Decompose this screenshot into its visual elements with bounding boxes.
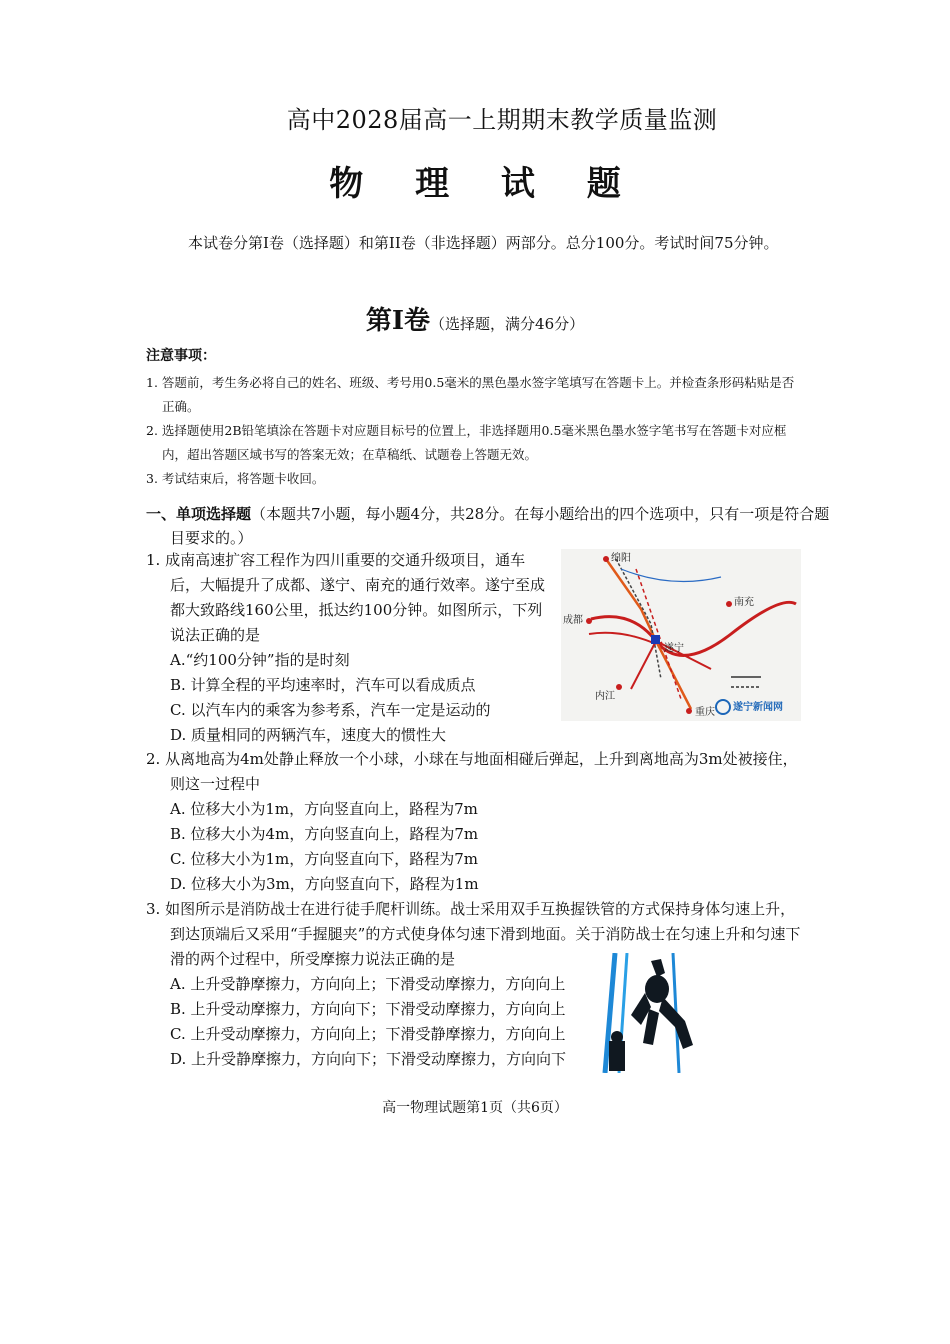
note-item: 1. 答题前，考生务必将自己的姓名、班级、考号用0.5毫米的黑色墨水签字笔填写在答题卡上。并检查条形码粘贴是否正确。 — [146, 375, 795, 414]
volume-title-sub: （选择题，满分46分） — [430, 315, 585, 333]
option-a: A.“约100分钟”指的是时刻 — [170, 651, 350, 669]
option-a: A. 位移大小为1m，方向竖直向上，路程为7m — [170, 800, 478, 818]
option-b: B. 位移大小为4m，方向竖直向上，路程为7m — [170, 825, 479, 843]
map-city-label: 重庆 — [695, 707, 715, 718]
section-title: 一、单项选择题 — [146, 505, 252, 523]
option-c: C. 位移大小为1m，方向竖直向下，路程为7m — [170, 850, 479, 868]
volume-title-main: 第Ⅰ卷 — [365, 306, 431, 336]
question-stem: 2. 从离地高为4m处静止释放一个小球，小球在与地面相碰后弹起，上升到离地高为3m处被接住，则这一过程中 — [146, 750, 798, 793]
map-city-label: 成都 — [563, 615, 583, 626]
exam-header: 高中2028届高一上期期末教学质量监测 — [286, 106, 718, 134]
option-d: D. 位移大小为3m，方向竖直向下，路程为1m — [170, 875, 479, 893]
question-2 — [146, 747, 806, 897]
map-city-label: 南充 — [734, 597, 754, 608]
map-city-label: 绵阳 — [611, 553, 631, 564]
notes-heading: 注意事项： — [146, 348, 216, 364]
map-city-label: 内江 — [595, 691, 615, 702]
map-city-label: 遂宁 — [664, 643, 684, 654]
map-watermark: 遂宁新闻网 — [733, 702, 783, 713]
subject-title: 物 理 试 题 — [329, 164, 641, 204]
intro-paragraph: 本试卷分第Ⅰ卷（选择题）和第II卷（非选择题）两部分。总分100分。考试时间75分钟。 — [188, 234, 779, 252]
volume-title — [0, 300, 950, 337]
notes-list — [146, 371, 806, 491]
option-a: A. 上升受静摩擦力，方向向上；下滑受动摩擦力，方向向上 — [170, 975, 566, 993]
note-item: 2. 选择题使用2B铅笔填涂在答题卡对应题目标号的位置上，非选择题用0.5毫米黑色墨水签字笔书写在答题卡对应框内，超出答题区域书写的答案无效；在草稿纸、试题卷上答题无效。 — [146, 423, 787, 462]
option-d: D. 质量相同的两辆汽车，速度大的惯性大 — [170, 726, 447, 744]
option-c: C. 以汽车内的乘客为参考系，汽车一定是运动的 — [170, 701, 491, 719]
climbing-soldier-figure — [601, 953, 697, 1073]
section-description: （本题共7小题，每小题4分，共28分。在每小题给出的四个选项中，只有一项是符合题目要求的。） — [170, 505, 830, 547]
question-3 — [146, 897, 806, 1072]
option-b: B. 上升受动摩擦力，方向向下；下滑受动摩擦力，方向向上 — [170, 1000, 566, 1018]
note-item: 3. 考试结束后，将答题卡收回。 — [146, 471, 325, 486]
option-b: B. 计算全程的平均速率时，汽车可以看成质点 — [170, 676, 476, 694]
question-1 — [146, 548, 550, 748]
question-stem: 1. 成南高速扩容工程作为四川重要的交通升级项目，通车后，大幅提升了成都、遂宁、南充的通行效率。遂宁至成都大致路线160公里，抵达约100分钟。如图所示，下列说法正确的是 — [146, 551, 546, 644]
page-footer: 高一物理试题第1页（共6页） — [382, 1100, 568, 1116]
section-heading — [146, 502, 830, 550]
option-c: C. 上升受动摩擦力，方向向上；下滑受静摩擦力，方向向上 — [170, 1025, 566, 1043]
option-d: D. 上升受静摩擦力，方向向下；下滑受动摩擦力，方向向下 — [170, 1050, 567, 1068]
highway-map-figure — [561, 549, 801, 721]
question-stem: 3. 如图所示是消防战士在进行徒手爬杆训练。战士采用双手互换握铁管的方式保持身体匀速上升，到达顶端后又采用“手握腿夹”的方式使身体匀速下滑到地面。关于消防战士在匀速上升和匀速下滑的两个过程中，所受摩擦力说法正确的是 — [146, 900, 801, 968]
